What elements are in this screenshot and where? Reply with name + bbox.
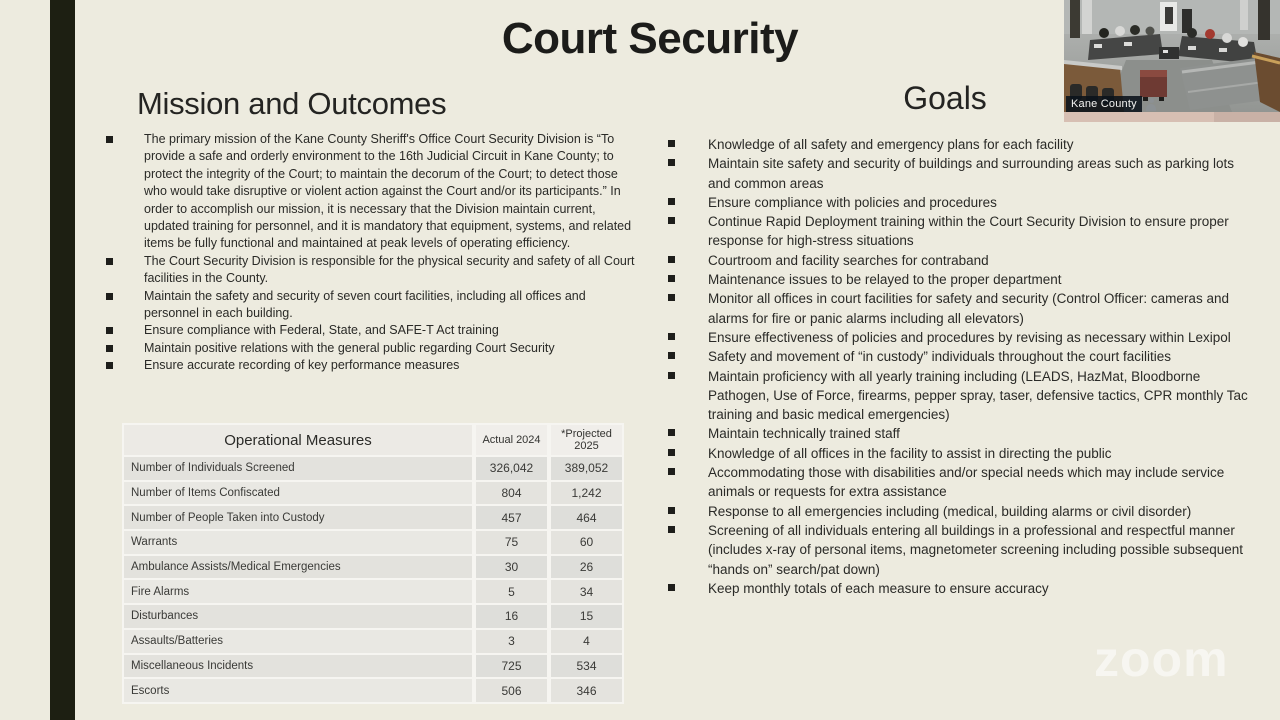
person-silhouette-icon xyxy=(1146,98,1156,111)
measure-label: Fire Alarms xyxy=(124,578,472,603)
measure-actual-value: 16 xyxy=(472,603,547,628)
bullet-item xyxy=(666,444,1256,463)
measure-projected-value: 346 xyxy=(547,677,622,702)
webcam-video-thumbnail xyxy=(1064,0,1280,122)
measure-actual-value: 804 xyxy=(472,480,547,505)
bullet-item xyxy=(104,288,638,323)
bullet-square-icon xyxy=(668,333,675,340)
bullet-square-icon xyxy=(668,198,675,205)
table-row xyxy=(124,554,622,579)
video-caption-kane-county: Kane County xyxy=(1066,96,1142,112)
bullet-text: Monitor all offices in court facilities for safety and security (Control Officer: cameras and alarms for fire or panic alarms including all elevators) xyxy=(708,291,1229,326)
bullet-text: Accommodating those with disabilities and/or special needs which may include service animals or requests for extra assistance xyxy=(708,465,1225,500)
bullet-text: Maintenance issues to be relayed to the proper department xyxy=(708,272,1062,288)
bullet-square-icon xyxy=(668,275,675,282)
table-row xyxy=(124,480,622,505)
measure-projected-value: 15 xyxy=(547,603,622,628)
table-row xyxy=(124,529,622,554)
measure-actual-value: 30 xyxy=(472,554,547,579)
measure-projected-value: 34 xyxy=(547,578,622,603)
bullet-text: The primary mission of the Kane County Sheriff's Office Court Security Division is “To provide a safe and orderly environment to the 16th Judicial Circuit in Kane County; to protect the integrity of the Court; to maintain the decorum of the Court; to detect those who would take disruptive or violent action against the Court and/or its participants.” In order to accomplish our mission, it is necessary that the Division maintain current, updated training for personnel, and it is mandatory that equipment, systems, and related items be fully functional and maintained at peak levels of operating efficiency. xyxy=(144,132,632,251)
bullet-square-icon xyxy=(668,352,675,359)
table-header-row xyxy=(124,425,622,455)
measure-projected-value: 26 xyxy=(547,554,622,579)
bullet-square-icon xyxy=(668,159,675,166)
bullet-square-icon xyxy=(106,327,113,334)
bullet-text: Ensure accurate recording of key performance measures xyxy=(144,358,460,373)
goals-bullet-list xyxy=(666,135,1256,598)
bullet-square-icon xyxy=(106,258,113,265)
column-header-actual: Actual 2024 xyxy=(472,425,547,455)
bullet-square-icon xyxy=(668,468,675,475)
measure-label: Warrants xyxy=(124,529,472,554)
bullet-text: Maintain positive relations with the general public regarding Court Security xyxy=(144,340,555,355)
bullet-square-icon xyxy=(668,584,675,591)
bullet-item xyxy=(666,367,1256,425)
bullet-square-icon xyxy=(106,293,113,300)
bullet-item xyxy=(666,193,1256,212)
measure-projected-value: 60 xyxy=(547,529,622,554)
table-row xyxy=(124,628,622,653)
bullet-text: Maintain site safety and security of buildings and surrounding areas such as parking lots and common areas xyxy=(708,156,1235,191)
bullet-text: Ensure compliance with policies and procedures xyxy=(708,194,997,210)
bullet-text: Keep monthly totals of each measure to ensure accuracy xyxy=(708,580,1049,596)
bullet-item xyxy=(666,212,1256,251)
measure-projected-value: 389,052 xyxy=(547,455,622,480)
bullet-text: Knowledge of all offices in the facility to assist in directing the public xyxy=(708,445,1112,461)
bullet-text: Ensure compliance with Federal, State, and SAFE-T Act training xyxy=(144,323,499,338)
measure-label: Assaults/Batteries xyxy=(124,628,472,653)
bullet-square-icon xyxy=(668,140,675,147)
measure-label: Miscellaneous Incidents xyxy=(124,653,472,678)
bullet-item xyxy=(666,579,1256,598)
table-row xyxy=(124,455,622,480)
bullet-square-icon xyxy=(668,294,675,301)
measure-label: Number of People Taken into Custody xyxy=(124,504,472,529)
bullet-square-icon xyxy=(106,345,113,352)
bullet-item xyxy=(666,521,1256,579)
mission-heading: Mission and Outcomes xyxy=(137,86,447,121)
bullet-text: Screening of all individuals entering all buildings in a professional and respectful manner (includes x-ray of personal items, magnetometer screening including possible subsequent “hands on” search/pat down) xyxy=(708,522,1244,577)
measure-actual-value: 725 xyxy=(472,653,547,678)
bullet-item xyxy=(104,340,638,357)
left-side-strip xyxy=(50,0,75,720)
bullet-item xyxy=(104,322,638,339)
bullet-text: Maintain proficiency with all yearly training including (LEADS, HazMat, Bloodborne Pathogen, Use of Force, firearms, pepper spray, taser, defensive tactics, CPR monthly Tac training and basic medical emergencies) xyxy=(708,368,1248,423)
bullet-text: Courtroom and facility searches for contraband xyxy=(708,252,989,268)
bullet-item xyxy=(666,347,1256,366)
measure-actual-value: 326,042 xyxy=(472,455,547,480)
bullet-text: Knowledge of all safety and emergency plans for each facility xyxy=(708,137,1074,152)
bullet-item xyxy=(666,424,1256,443)
bullet-item xyxy=(104,253,638,288)
bullet-item xyxy=(666,328,1256,347)
bullet-item xyxy=(104,357,638,374)
bullet-item xyxy=(666,154,1256,193)
measure-actual-value: 5 xyxy=(472,578,547,603)
measure-projected-value: 4 xyxy=(547,628,622,653)
goals-heading: Goals xyxy=(903,80,987,116)
bullet-item xyxy=(666,463,1256,502)
measure-label: Disturbances xyxy=(124,603,472,628)
measure-projected-value: 1,242 xyxy=(547,480,622,505)
measure-actual-value: 75 xyxy=(472,529,547,554)
table-body xyxy=(124,455,622,702)
bullet-item xyxy=(666,135,1256,154)
bullet-text: Maintain technically trained staff xyxy=(708,426,900,442)
column-header-projected: *Projected 2025 xyxy=(547,425,622,455)
table-row xyxy=(124,653,622,678)
table-row xyxy=(124,677,622,702)
bullet-item xyxy=(666,289,1256,328)
bullet-item xyxy=(666,502,1256,521)
measure-label: Number of Individuals Screened xyxy=(124,455,472,480)
measure-actual-value: 506 xyxy=(472,677,547,702)
measure-label: Escorts xyxy=(124,677,472,702)
zoom-watermark: zoom xyxy=(1094,631,1229,687)
bullet-square-icon xyxy=(668,217,675,224)
measure-projected-value: 534 xyxy=(547,653,622,678)
measure-label: Number of Items Confiscated xyxy=(124,480,472,505)
bullet-item xyxy=(666,251,1256,270)
operational-measures-table xyxy=(122,423,624,704)
bullet-square-icon xyxy=(668,372,675,379)
measure-actual-value: 457 xyxy=(472,504,547,529)
table-row xyxy=(124,504,622,529)
slide-title: Court Security xyxy=(501,14,799,63)
bullet-text: Response to all emergencies including (medical, building alarms or civil disorder) xyxy=(708,503,1192,519)
measure-label: Ambulance Assists/Medical Emergencies xyxy=(124,554,472,579)
bullet-item xyxy=(104,131,638,253)
bullet-square-icon xyxy=(668,256,675,263)
bullet-square-icon xyxy=(668,429,675,436)
bullet-square-icon xyxy=(668,507,675,514)
bullet-text: The Court Security Division is responsible for the physical security and safety of all Court facilities in the County. xyxy=(144,253,635,286)
bullet-text: Ensure effectiveness of policies and procedures by revising as necessary within Lexipol xyxy=(708,329,1231,345)
table-title: Operational Measures xyxy=(124,425,472,455)
bullet-square-icon xyxy=(668,526,675,533)
mission-bullet-list xyxy=(104,131,638,375)
table-row xyxy=(124,578,622,603)
bullet-square-icon xyxy=(106,362,113,369)
measure-actual-value: 3 xyxy=(472,628,547,653)
bullet-text: Continue Rapid Deployment training within the Court Security Division to ensure proper response for high-stress situations xyxy=(708,214,1229,249)
bullet-square-icon xyxy=(668,449,675,456)
measure-projected-value: 464 xyxy=(547,504,622,529)
bullet-item xyxy=(666,270,1256,289)
bullet-square-icon xyxy=(106,136,113,143)
bullet-text: Safety and movement of “in custody” individuals throughout the court facilities xyxy=(708,349,1171,365)
table-row xyxy=(124,603,622,628)
bullet-text: Maintain the safety and security of seven court facilities, including all offices and personnel in each building. xyxy=(144,288,586,321)
